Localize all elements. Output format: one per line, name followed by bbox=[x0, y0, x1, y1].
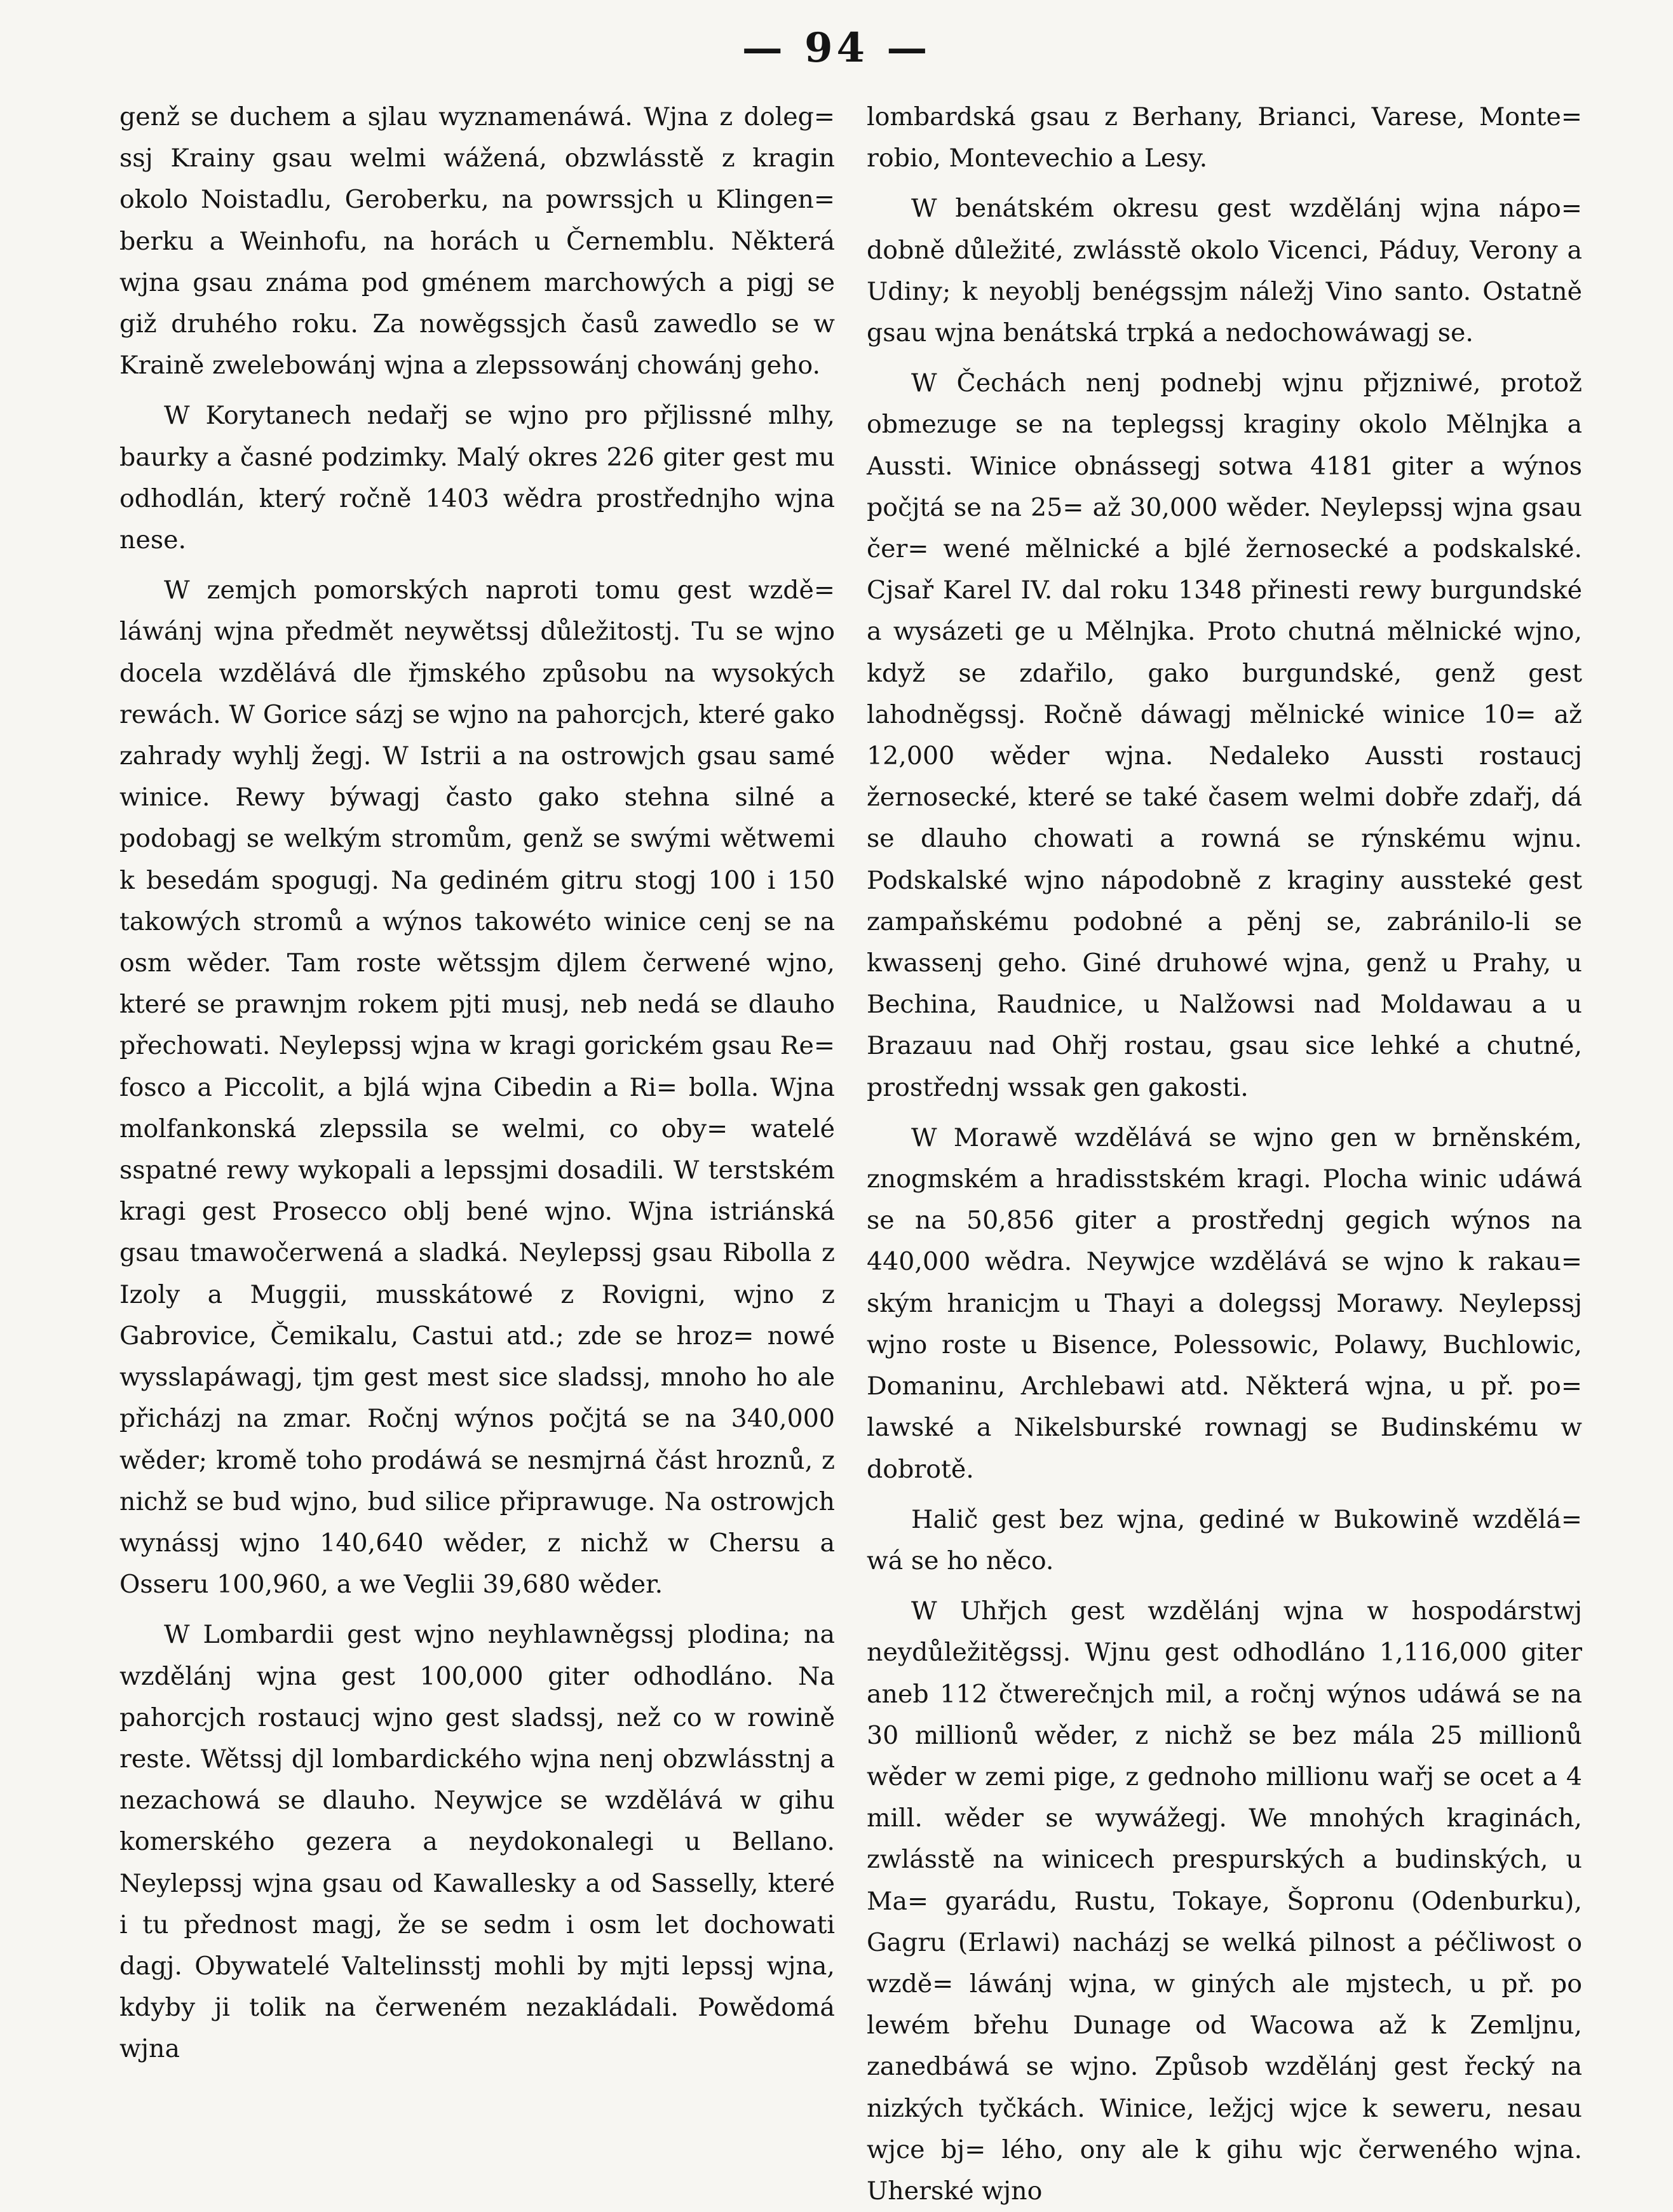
paragraph: W Čechách nenj podnebj wjnu přjzniwé, protož obmezuge se na teplegssj kraginy okolo Mělnjka a Aussti. Winice obnássegj sotwa 4181 giter a wýnos počjtá se na 25= až 30,000 wěder. Neylepssj wjna gsau čer= wené mělnické a bjlé žernosecké a podskalské. Cjsař Karel IV. dal roku 1348 přinesti rewy burgundské a wysázeti ge u Mělnjka. Proto chutná mělnické wjno, když se zdařilo, gako burgundské, genž gest lahodněgssj. Ročně dáwagj mělnické winice 10= až 12,000 wěder wjna. Nedaleko Aussti rostaucj žernosecké, které se také časem welmi dobře zdařj, dá se dlauho chowati a rowná se rýnskému wjnu. Podskalské wjno nápodobně z kraginy aussteké gest zampaňskému podobné a pěnj se, zabránilo-li se kwassenj geho. Giné druhowé wjna, genž u Prahy, u Bechina, Raudnice, u Nalžowsi nad Moldawau a u Brazauu nad Ohřj rostau, gsau sice lehké a chutné, prostřednj wssak gen gakosti. bbox=[867, 368, 1582, 1102]
right-column bbox=[867, 97, 1582, 2206]
left-column bbox=[119, 97, 835, 2079]
paragraph: W Morawě wzdělává se wjno gen w brněnském, znogmském a hradisstském kragi. Plocha winic udáwá se na 50,856 giter a prostřednj gegich wýnos na 440,000 wědra. Neywjce wzdělává se wjno k rakau= ským hranicjm u Thayi a dolegssj Morawy. Neylepssj wjno roste u Bisence, Polessowic, Polawy, Buchlowic, Domaninu, Archlebawi atd. Některá wjna, u př. po= lawské a Nikelsburské rownagj se Budinskému w dobrotě. bbox=[867, 1123, 1582, 1484]
paragraph: lombardská gsau z Berhany, Brianci, Varese, Monte= robio, Montevechio a Lesy. bbox=[867, 102, 1582, 173]
page-number: — 94 — bbox=[742, 24, 931, 72]
paragraph: W zemjch pomorských naproti tomu gest wzdě= láwánj wjna předmět neywětssj důležitostj. Tu se wjno docela wzdělává dle řjmského způsobu na wysokých rewách. W Gorice sázj se wjno na pahorcjch, které gako zahrady wyhlj žegj. W Istrii a na ostrowjch gsau samé winice. Rewy býwagj často gako stehna silné a podobagj se welkým stromům, genž se swými wětwemi k besedám spogugj. Na gediném gitru stogj 100 i 150 takowých stromů a wýnos takowéto winice cenj se na osm wěder. Tam roste wětssjm djlem čerwené wjno, které se prawnjm rokem pjti musj, neb nedá se dlauho přechowati. Neylepssj wjna w kragi gorickém gsau Re= fosco a Piccolit, a bjlá wjna Cibedin a Ri= bolla. Wjna molfankonská zlepssila se welmi, co oby= watelé sspatné rewy wykopali a lepssjmi dosadili. W terstském kragi gest Prosecco oblj bené wjno. Wjna istriánská gsau tmawočerwená a sladká. Neylepssj gsau Ribolla z Izoly a Muggii, musskátowé z Rovigni, wjno z Gabrovice, Čemikalu, Castui atd.; zde se hroz= nowé wysslapáwagj, tjm gest mest sice sladssj, mnoho ho ale přicházj na zmar. Ročnj wýnos počjtá se na 340,000 wěder; kromě toho prodáwá se nesmjrná část hroznů, z nichž se bud wjno, bud silice připrawuge. Na ostrowjch wynássj wjno 140,640 wěder, z nichž w Chersu a Osseru 100,960, a we Veglii 39,680 wěder. bbox=[119, 576, 835, 1600]
paragraph: genž se duchem a sjlau wyznamenáwá. Wjna z doleg= ssj Krainy gsau welmi wážená, obzwlásstě z kragin okolo Noistadlu, Geroberku, na powrssjch u Klingen= berku a Weinhofu, na horách u Černemblu. Některá wjna gsau známa pod gménem marchowých a pigj se giž druhého roku. Za nowěgssjch časů zawedlo se w Kraině zwelebowánj wjna a zlepssowánj chowánj geho. bbox=[119, 102, 835, 381]
paragraph: Halič gest bez wjna, gediné w Bukowině wzdělá= wá se ho něco. bbox=[867, 1504, 1582, 1575]
paragraph: W Lombardii gest wjno neyhlawněgssj plodina; na wzdělánj wjna gest 100,000 giter odhodláno. Na pahorcjch rostaucj wjno gest sladssj, než co w rowině reste. Wětssj djl lombardického wjna nenj obzwlásstnj a nezachowá se dlauho. Neywjce se wzdělává w gihu komerského gezera a neydokonalegi u Bellano. Neylepssj wjna gsau od Kawallesky a od Sasselly, které i tu přednost magj, že se sedm i osm let dochowati dagj. Obywatelé Valtelinsstj mohli by mjti lepssj wjna, kdyby ji tolik na čerweném nezakládali. Powědomá wjna bbox=[119, 1620, 835, 2064]
paragraph: W benátském okresu gest wzdělánj wjna nápo= dobně důležité, zwlásstě okolo Vicenci, Páduy, Verony a Udiny; k neyoblj benégssjm náležj Vino santo. Ostatně gsau wjna benátská trpká a nedochowáwagj se. bbox=[867, 194, 1582, 348]
paragraph: W Uhřjch gest wzdělánj wjna w hospodárstwj neydůležitěgssj. Wjnu gest odhodláno 1,116,000 giter aneb 112 čtwerečnjch mil, a ročnj wýnos udáwá se na 30 millionů wěder, z nichž se bez mála 25 millionů wěder w zemi pige, z gednoho millionu wařj se ocet a 4 mill. wěder se wywážegj. We mnohých kraginách, zwlásstě na winicech prespurských a budinských, u Ma= gyarádu, Rustu, Tokaye, Šopronu (Odenburku), Gagru (Erlawi) nacházj se welká pilnost a péčliwost o wzdě= láwánj wjna, w giných ale mjstech, u př. po lewém břehu Dunage od Wacowa až k Zemljnu, zanedbáwá se wjno. Způsob wzdělánj gest řecký na nizkých tyčkách. Winice, ležjcj wjce k seweru, nesau wjce bj= lého, ony ale k gihu wjc čerweného wjna. Uherské wjno bbox=[867, 1596, 1582, 2206]
paragraph: W Korytanech nedařj se wjno pro přjlissné mlhy, baurky a časné podzimky. Malý okres 226 giter gest mu odhodlán, který ročně 1403 wědra prostřednjho wjna nese. bbox=[119, 401, 835, 555]
